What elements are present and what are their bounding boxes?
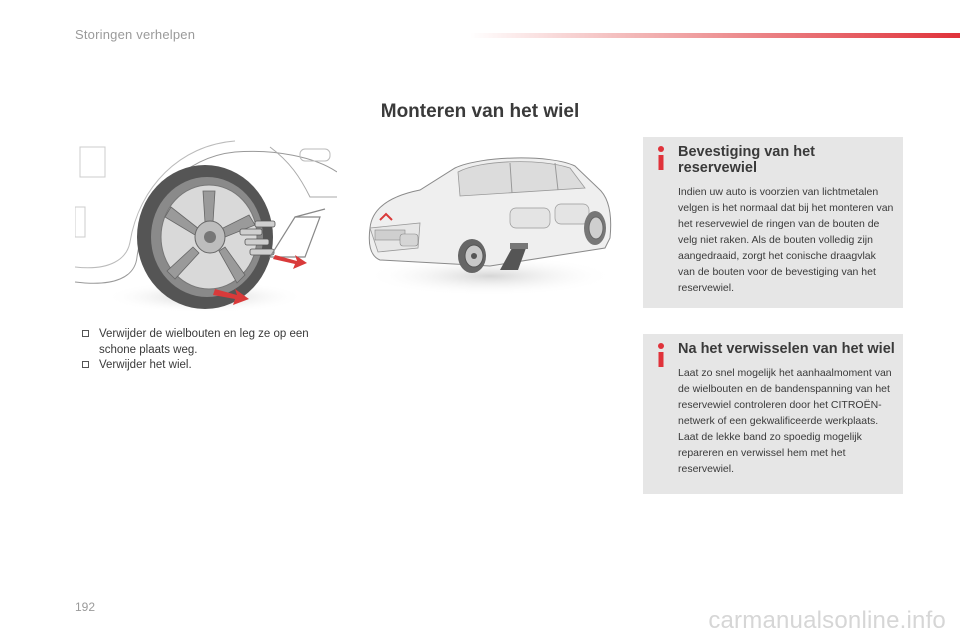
info-box-spare-wheel-fixing: [643, 137, 903, 308]
page-number: 192: [75, 600, 96, 614]
info-box-text: Laat de lekke band zo spoedig mogelijk repareren en verwissel hem met het reservewiel.: [678, 431, 862, 475]
info-icon: [654, 342, 668, 368]
info-icon: [654, 145, 668, 171]
info-box-title: Bevestiging van het reservewiel: [678, 144, 815, 176]
list-item: [82, 358, 344, 374]
info-box-text: Laat zo snel mogelijk het aanhaalmoment van de wielbouten en de bandenspanning van het reservewiel controleren door het CITROËN-netwerk of een gekwalificeerde werkplaats.: [678, 367, 892, 427]
info-box-text: Indien uw auto is voorzien van lichtmetalen velgen is het normaal dat bij het monteren van het reservewiel de ringen van de bouten de velg niet raken. Als de bouten volledig zijn aangedraaid, zorgt het conische draagvlak van de bouten voor de bevestiging van het reservewiel.: [678, 186, 894, 294]
wheel-removal-illustration: [75, 137, 337, 312]
step-text: Verwijder de wielbouten en leg ze op een schone plaats weg.: [99, 328, 309, 356]
info-box-after-wheel-change: [643, 334, 903, 494]
checkbox-icon: [82, 330, 89, 337]
list-item: [82, 327, 344, 358]
checkbox-icon: [82, 361, 89, 368]
info-box-title: Na het verwisselen van het wiel: [678, 341, 895, 357]
car-illustration: [360, 148, 618, 298]
header-accent-bar: [470, 33, 960, 38]
section-title: Storingen verhelpen: [75, 27, 196, 42]
step-text: Verwijder het wiel.: [99, 359, 192, 371]
watermark: carmanualsonline.info: [708, 607, 946, 634]
page-title: Monteren van het wiel: [380, 101, 580, 122]
instruction-steps: [82, 327, 344, 374]
